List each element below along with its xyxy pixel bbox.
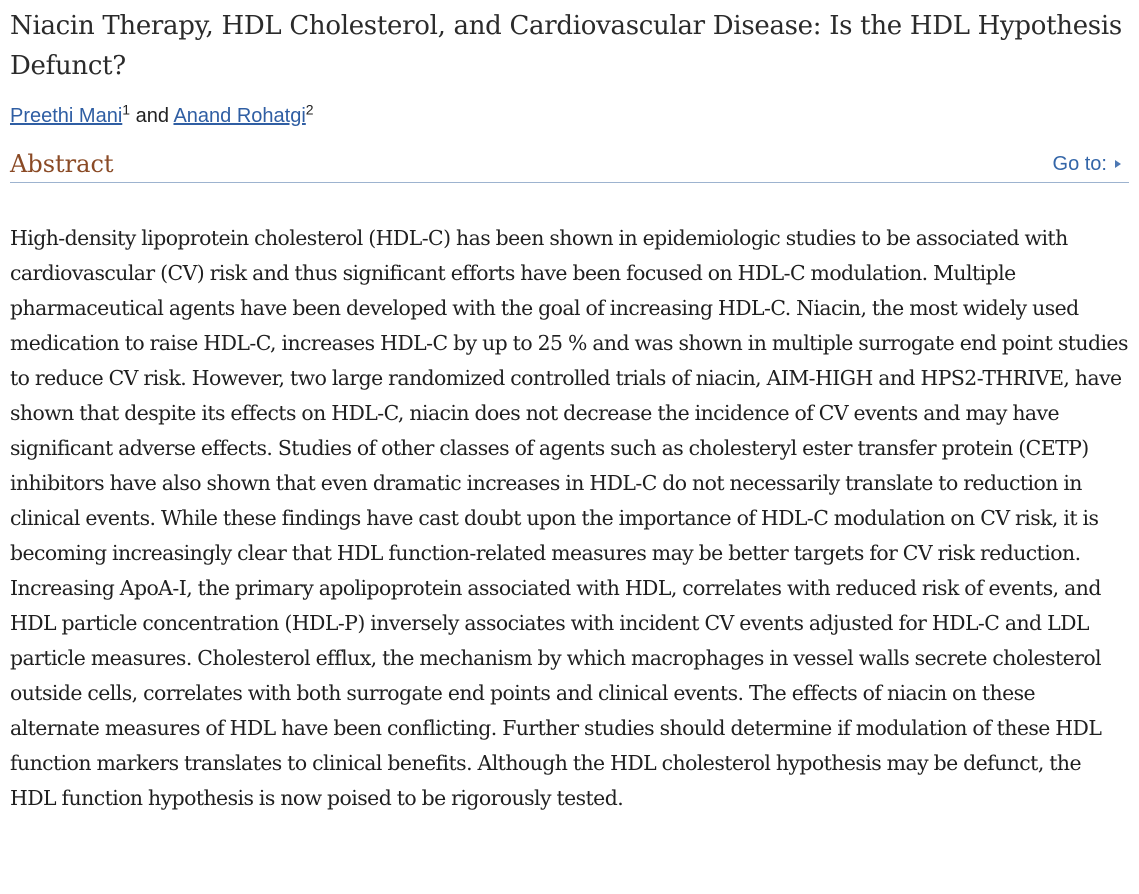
abstract-section-header [10,148,1129,183]
goto-menu-button[interactable] [1053,150,1121,178]
article-page [10,6,1129,816]
author-affiliation-2: 2 [305,101,314,118]
author-list [10,101,1129,128]
author-affiliation-1: 1 [122,101,131,118]
abstract-heading: Abstract [10,150,114,178]
author-link-rohatgi[interactable]: Anand Rohatgi [173,105,306,127]
author-separator: and [130,105,174,127]
article-title: Niacin Therapy, HDL Cholesterol, and Cardiovascular Disease: Is the HDL Hypothesis Defunct? [10,11,1122,81]
author-link-mani[interactable]: Preethi Mani [10,105,123,127]
triangle-right-icon [1115,160,1121,168]
abstract-text: High-density lipoprotein cholesterol (HDL-C) has been shown in epidemiologic studies to be associated with cardiovascular (CV) risk and thus significant efforts have been focused on HDL-C modulation. Multiple pharmaceutical agents have been developed with the goal of increasing HDL-C. Niacin, the most widely used medication to raise HDL-C, increases HDL-C by up to 25 % and was shown in multiple surrogate end point studies to reduce CV risk. However, two large randomized controlled trials of niacin, AIM-HIGH and HPS2-THRIVE, have shown that despite its effects on HDL-C, niacin does not decrease the incidence of CV events and may have significant adverse effects. Studies of other classes of agents such as cholesteryl ester transfer protein (CETP) inhibitors have also shown that even dramatic increases in HDL-C do not necessarily translate to reduction in clinical events. While these findings have cast doubt upon the importance of HDL-C modulation on CV risk, it is becoming increasingly clear that HDL function-related measures may be better targets for CV risk reduction. Increasing ApoA-I, the primary apolipoprotein associated with HDL, correlates with reduced risk of events, and HDL particle concentration (HDL-P) inversely associates with incident CV events adjusted for HDL-C and LDL particle measures. Cholesterol efflux, the mechanism by which macrophages in vessel walls secrete cholesterol outside cells, correlates with both surrogate end points and clinical events. The effects of niacin on these alternate measures of HDL have been conflicting. Further studies should determine if modulation of these HDL function markers translates to clinical benefits. Although the HDL cholesterol hypothesis may be defunct, the HDL function hypothesis is now poised to be rigorously tested. [10,226,1128,810]
goto-label: Go to: [1052,153,1107,175]
